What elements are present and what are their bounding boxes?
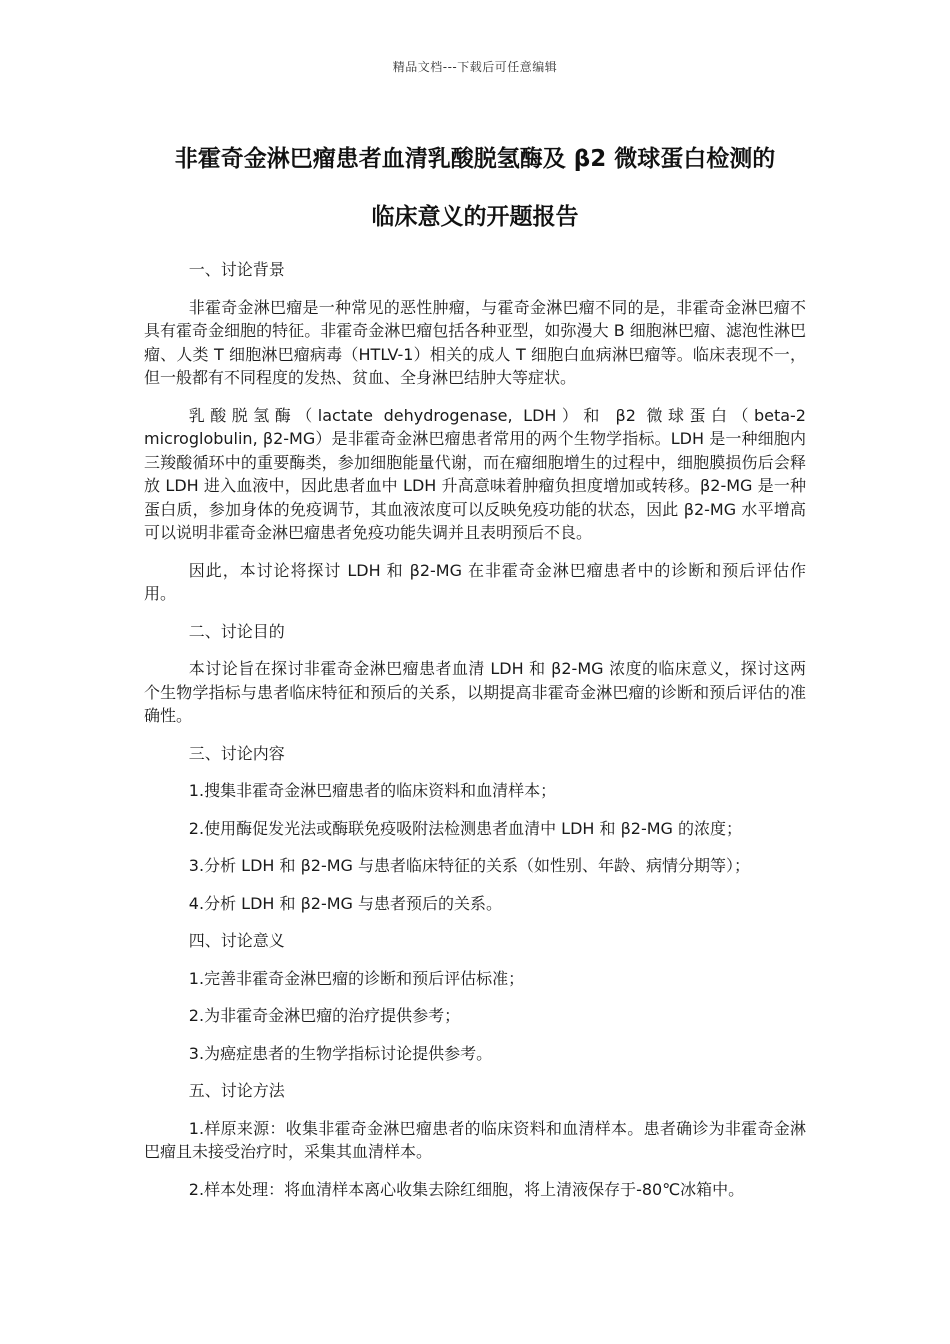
list-item: 2.使用酶促发光法或酶联免疫吸附法检测患者血清中 LDH 和 β2-MG 的浓度； — [188, 818, 743, 838]
document-body — [144, 258, 806, 1215]
section-heading-significance: 四、讨论意义 — [188, 931, 285, 950]
list-item: 1.完善非霍奇金淋巴瘤的诊断和预后评估标准； — [188, 968, 525, 988]
list-item: 3.为癌症患者的生物学指标讨论提供参考。 — [188, 1043, 493, 1063]
title-line-2: 临床意义的开题报告 — [371, 204, 579, 230]
list-item: 1.搜集非霍奇金淋巴瘤患者的临床资料和血清样本； — [188, 781, 557, 800]
list-item: 2.为非霍奇金淋巴瘤的治疗提供参考； — [188, 1006, 461, 1025]
section-heading-background: 一、讨论背景 — [188, 260, 285, 279]
list-item: 3.分析 LDH 和 β2-MG 与患者临床特征的关系（如性别、年龄、病情分期等）； — [188, 856, 751, 875]
paragraph: 乳酸脱氢酶（lactate dehydrogenase, LDH）和 β2 微球蛋白（beta-2 microglobulin, β2-MG）是非霍奇金淋巴瘤患者常用的两个生物学指标。LDH 是一种细胞内三羧酸循环中的重要酶类，参加细胞能量代谢，而在瘤细胞增生的过程中，细胞膜损伤后会释放 LDH 进入血液中，因此患者血中 LDH 升高意味着肿瘤负担度增加或转移。β2-MG 是一种蛋白质，参加身体的免疫调节，其血液浓度可以反映免疫功能的状态，因此 β2-MG 水平增高可以说明非霍奇金淋巴瘤患者免疫功能失调并且表明预后不良。 — [144, 405, 806, 542]
section-heading-content: 三、讨论内容 — [188, 743, 285, 763]
page-header-watermark: 精品文档---下载后可任意编辑 — [392, 60, 558, 74]
section-heading-methods: 五、讨论方法 — [188, 1081, 285, 1100]
list-item: 2.样本处理：将血清样本离心收集去除红细胞，将上清液保存于-80℃冰箱中。 — [188, 1179, 745, 1199]
paragraph: 本讨论旨在探讨非霍奇金淋巴瘤患者血清 LDH 和 β2-MG 浓度的临床意义，探讨这两个生物学指标与患者临床特征和预后的关系，以期提高非霍奇金淋巴瘤的诊断和预后评估的准确性。 — [144, 659, 806, 725]
title-line-1: 非霍奇金淋巴瘤患者血清乳酸脱氢酶及 β2 微球蛋白检测的 — [174, 146, 776, 172]
paragraph: 非霍奇金淋巴瘤是一种常见的恶性肿瘤，与霍奇金淋巴瘤不同的是，非霍奇金淋巴瘤不具有霍奇金细胞的特征。非霍奇金淋巴瘤包括各种亚型，如弥漫大 B 细胞淋巴瘤、滤泡性淋巴瘤、人类 T 细胞淋巴瘤病毒（HTLV-1）相关的成人 T 细胞白血病淋巴瘤等。临床表现不一，但一般都有不同程度的发热、贫血、全身淋巴结肿大等症状。 — [144, 297, 806, 387]
list-item: 1.样原来源：收集非霍奇金淋巴瘤患者的临床资料和血清样本。患者确诊为非霍奇金淋巴瘤且未接受治疗时，采集其血清样本。 — [144, 1118, 806, 1161]
section-heading-purpose: 二、讨论目的 — [188, 621, 285, 641]
paragraph: 因此，本讨论将探讨 LDH 和 β2-MG 在非霍奇金淋巴瘤患者中的诊断和预后评估作用。 — [144, 560, 806, 603]
list-item: 4.分析 LDH 和 β2-MG 与患者预后的关系。 — [188, 893, 503, 913]
document-title — [100, 130, 850, 246]
